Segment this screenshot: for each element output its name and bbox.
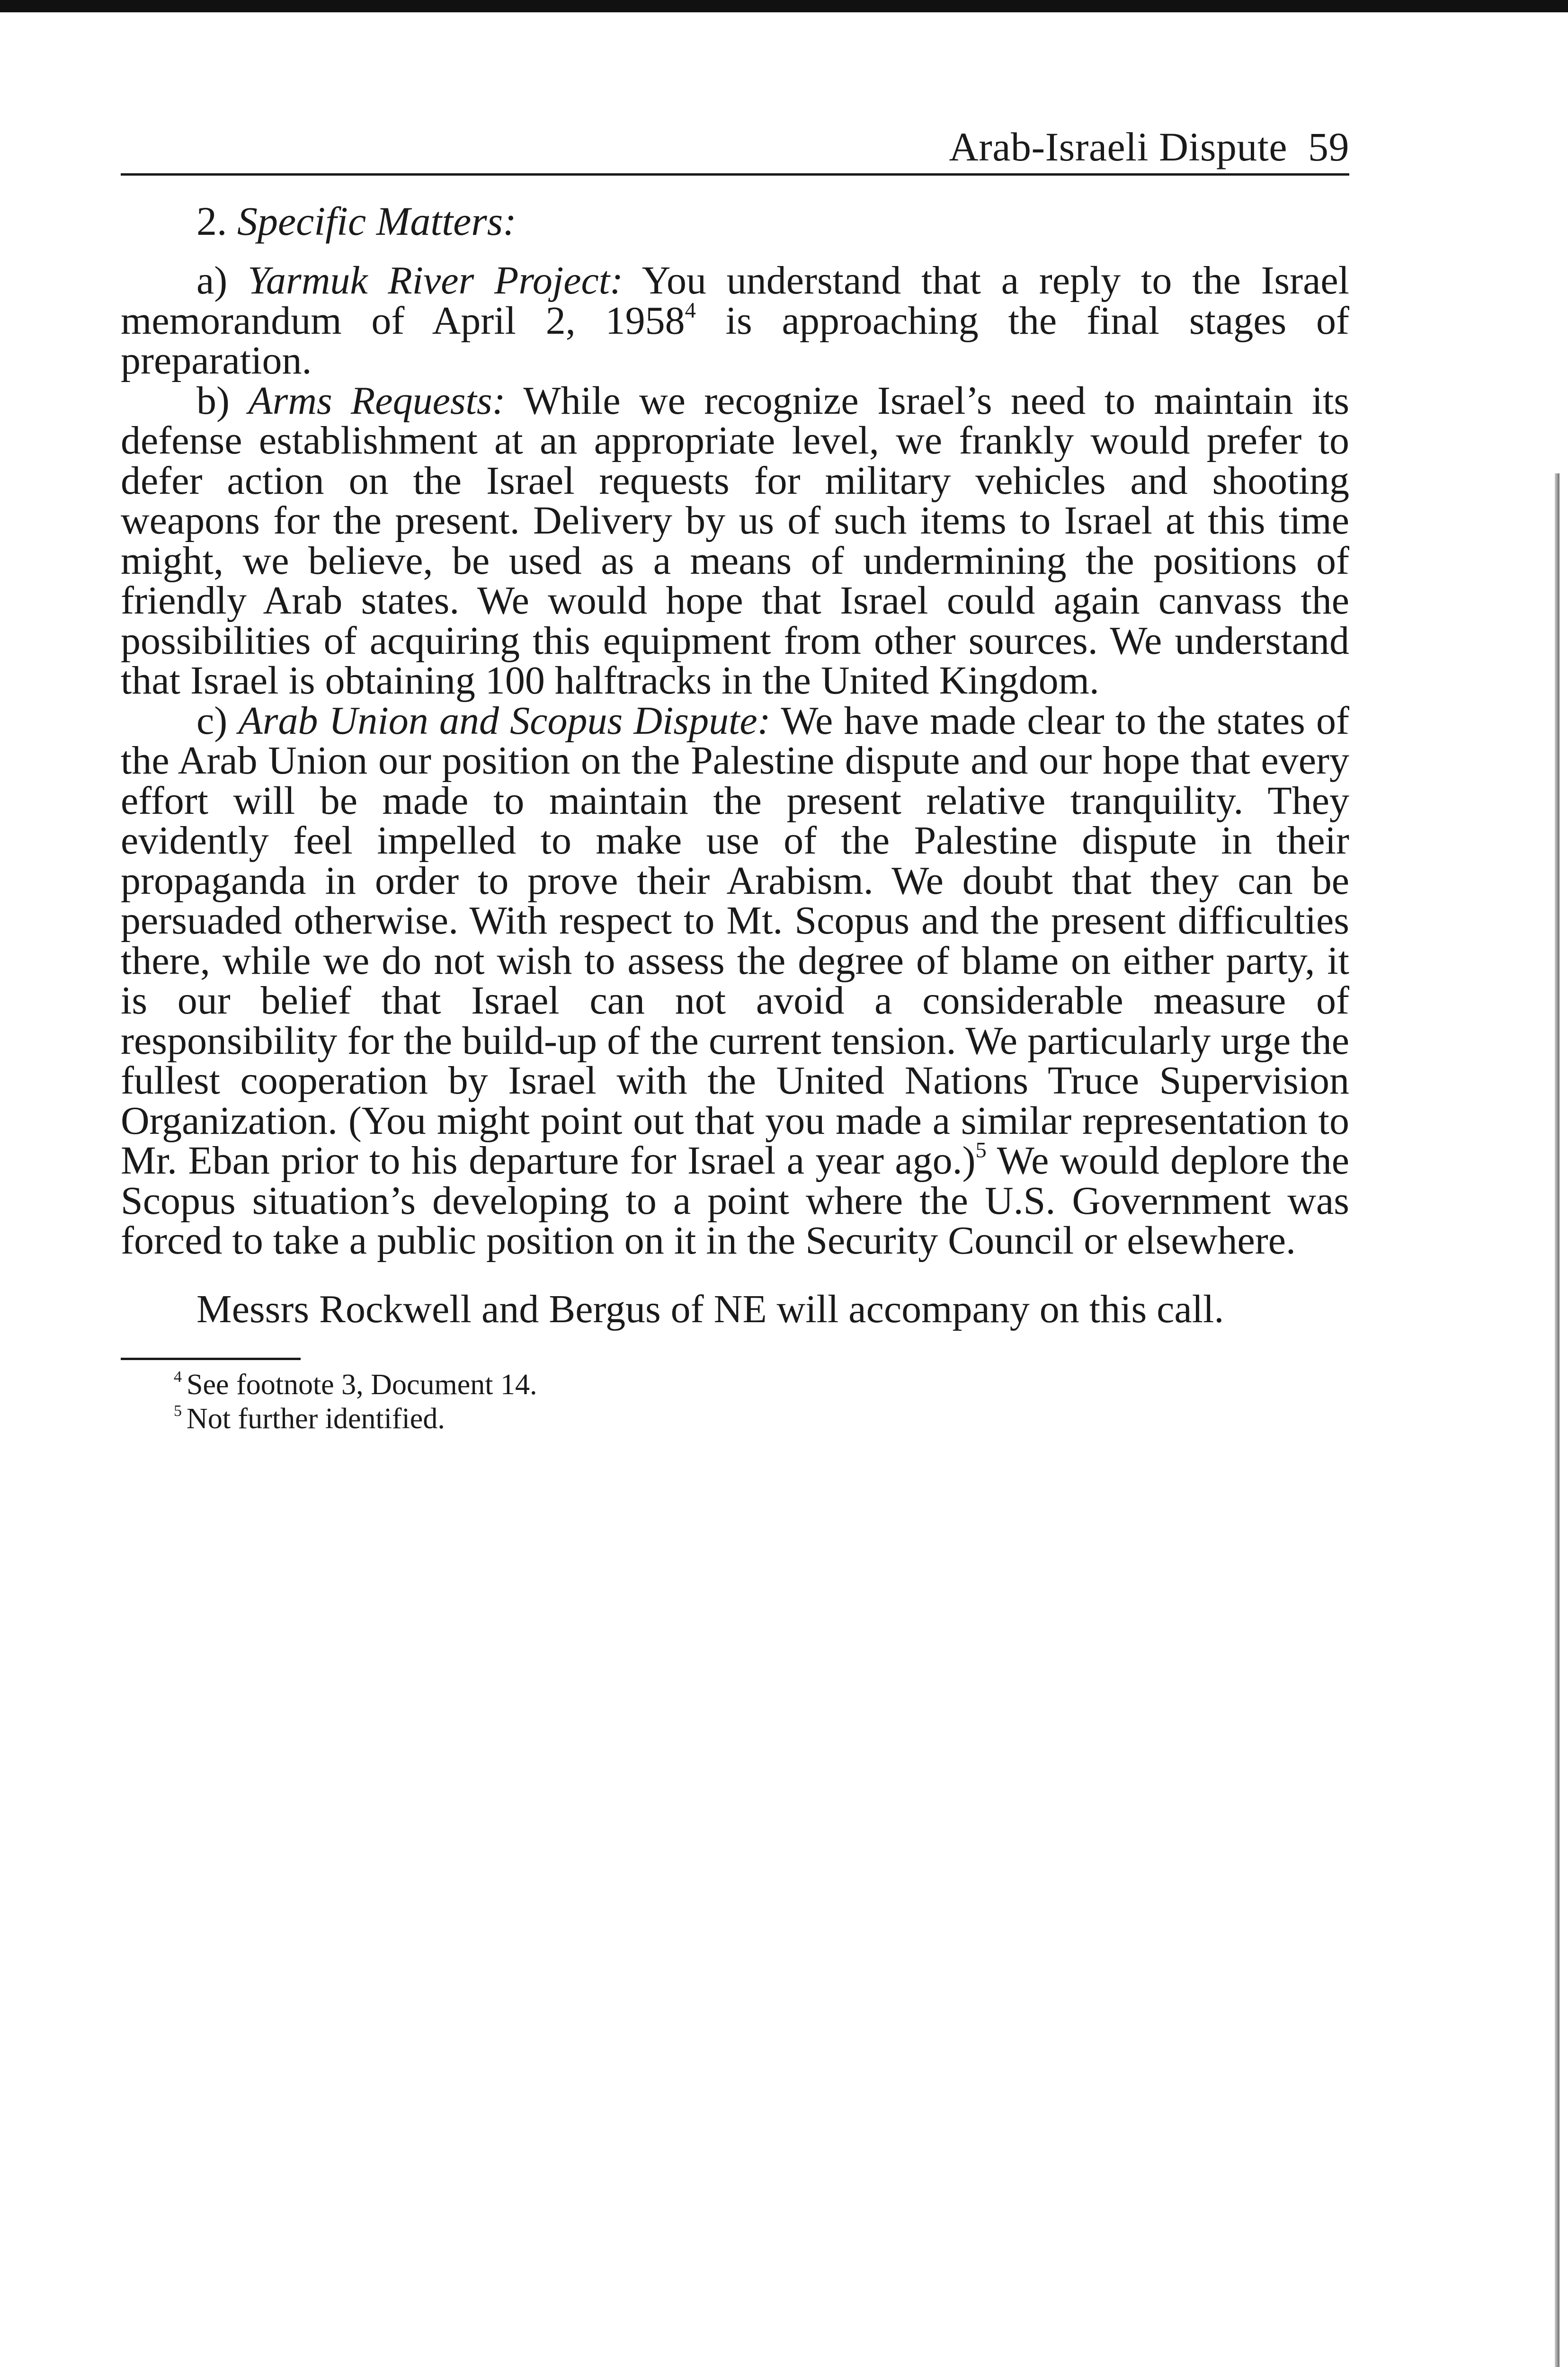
footnote-4 <box>174 1368 1349 1402</box>
scan-top-edge <box>0 0 1568 12</box>
paragraph-prefix: b) <box>196 378 230 423</box>
footnote-5 <box>174 1402 1349 1436</box>
paragraph-text-continued: We would deplore the Scopus situation’s developing to a point where the U.S. Government was forced to take a public position on it in the Security Council or elsewhere. <box>121 1139 1350 1263</box>
footnote-text: Not further identified. <box>187 1402 445 1435</box>
running-head <box>121 123 1349 176</box>
paragraph-title: Yarmuk River Project: <box>248 258 624 303</box>
scan-right-edge <box>1555 473 1559 2367</box>
paragraph-title: Arab Union and Scopus Dispute: <box>238 698 771 743</box>
closing-line: Messrs Rockwell and Bergus of NE will accompany on this call. <box>196 1287 1224 1331</box>
paragraph-text: You understand that a reply to the Israel memorandum of April 2, 1958 <box>121 258 1349 343</box>
document-page <box>121 123 1349 1436</box>
footnote-reference-5: 5 <box>975 1138 987 1162</box>
footnote-reference-4: 4 <box>685 297 696 322</box>
paragraph-prefix: c) <box>196 698 228 743</box>
paragraph-title: Arms Requests: <box>248 378 506 423</box>
running-title: Arab-Israeli Dispute <box>949 124 1287 169</box>
section-heading <box>196 200 1349 242</box>
paragraph-prefix: a) <box>196 258 228 303</box>
footnote-rule <box>121 1358 301 1360</box>
section-heading-title: Specific Matters: <box>237 198 517 244</box>
footnote-text: See footnote 3, Document 14. <box>187 1368 537 1401</box>
paragraph-yarmuk-river-project <box>121 258 1350 383</box>
paragraph-arms-requests <box>121 378 1350 703</box>
footnote-number: 4 <box>174 1368 182 1386</box>
page-number: 59 <box>1308 124 1349 169</box>
footnote-number: 5 <box>174 1402 182 1420</box>
paragraph-text: While we recognize Israel’s need to maintain its defense establishment at an appropriate level, we frankly would prefer to defer action on the Israel requests for military vehicles and shooting weapons for the present. Delivery by us of such items to Israel at this time might, we believe, be used as a means of undermining the positions of friendly Arab states. We would hope that Israel could again canvass the possibilities of acquiring this equipment from other sources. We understand that Israel is obtaining 100 halftracks in the United Kingdom. <box>121 378 1350 703</box>
paragraph-arab-union-scopus-dispute <box>121 698 1350 1263</box>
paragraph-text-continued: is approaching the final stages of preparation. <box>121 298 1350 383</box>
section-heading-number: 2. <box>196 198 227 244</box>
paragraph-text: We have made clear to the states of the Arab Union our position on the Palestine dispute and our hope that every effort will be made to maintain the present relative tranquility. They evidently feel impelled to make use of the Palestine dispute in their propaganda in order to prove their Arabism. We doubt that they can be persuaded otherwise. With respect to Mt. Scopus and the present difficulties there, while we do not wish to assess the degree of blame on either party, it is our belief that Israel can not avoid a considerable measure of responsibility for the build-up of the current tension. We particularly urge the fullest cooperation by Israel with the United Nations Truce Supervision Organization. (You might point out that you made a similar representation to Mr. Eban prior to his departure for Israel a year ago.) <box>121 698 1350 1183</box>
